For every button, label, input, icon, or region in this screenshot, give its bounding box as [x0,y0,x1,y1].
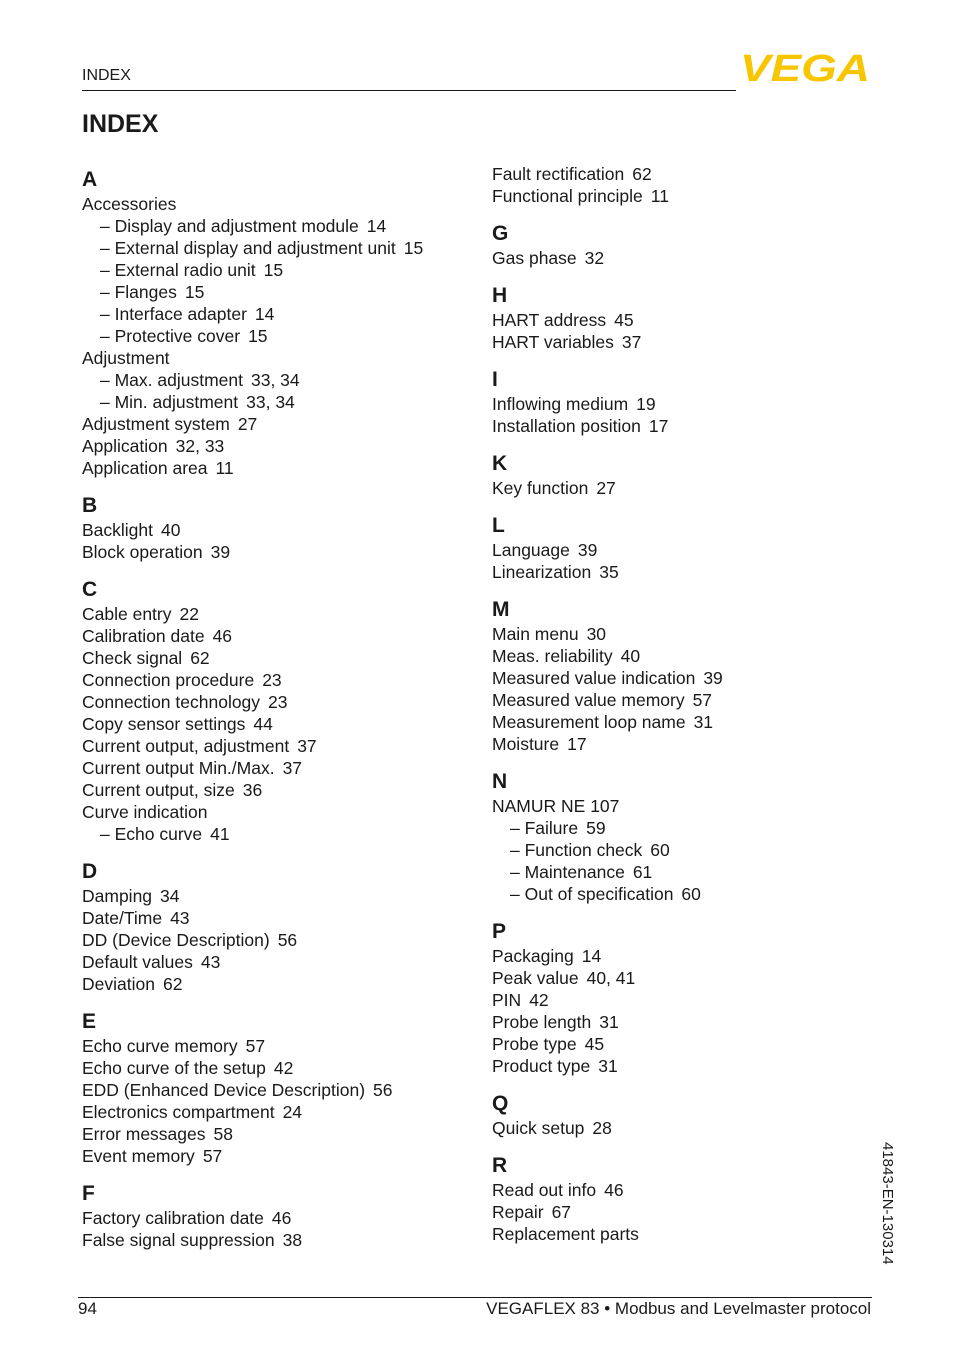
entry-page: 62 [190,648,210,668]
index-entry [82,713,462,735]
entry-label: Factory calibration date [82,1208,264,1228]
section-letter: Q [492,1092,509,1115]
entry-label: Probe length [492,1012,592,1032]
index-entry [82,369,462,391]
entry-page: 57 [692,690,713,710]
entry-page: 39 [577,540,598,560]
index-entry [82,325,462,347]
index-section [492,1153,872,1245]
index-entry [492,861,872,883]
entry-page: 58 [213,1124,233,1144]
section-letter: K [492,452,508,475]
entry-page: 57 [202,1146,223,1166]
entry-label: DD (Device Description) [82,930,270,950]
entry-page: 43 [170,908,190,928]
index-entry [492,1201,872,1223]
entry-label: Date/Time [82,908,163,928]
index-entry [82,259,462,281]
index-entry [492,945,872,967]
entry-page: 34 [160,886,180,906]
entry-page: 14 [581,946,602,966]
entry-label: – Out of specification [510,884,674,904]
entry-label: – External display and adjustment unit [100,238,396,258]
entry-label: – Echo curve [100,824,203,844]
entry-page: 32 [584,248,605,268]
index-entry [82,973,462,995]
index-entry [82,779,462,801]
index-entry [492,839,872,861]
index-entry [82,303,462,325]
entry-page: 33, 34 [250,370,300,390]
entry-page: 23 [262,670,282,690]
entry-label: Functional principle [492,186,643,206]
entry-label: Check signal [82,648,183,668]
entry-page: 56 [373,1080,393,1100]
entry-page: 15 [263,260,284,280]
section-letter: A [82,168,98,191]
index-entry [492,1179,872,1201]
entry-label: Default values [82,952,193,972]
entry-label: – External radio unit [100,260,256,280]
entry-page: 46 [271,1208,292,1228]
entry-label: Meas. reliability [492,646,613,666]
index-entry [492,163,872,185]
entry-page: 30 [586,624,607,644]
entry-page: 46 [212,626,233,646]
vega-logo [740,50,872,84]
entry-page: 39 [210,542,231,562]
index-section [492,163,872,207]
index-entry [82,1145,462,1167]
entry-page: 14 [366,216,387,236]
index-section [82,167,462,479]
section-letter: C [82,578,98,601]
index-entry [82,823,462,845]
entry-label: NAMUR NE 107 [492,796,620,816]
entry-label: False signal suppression [82,1230,275,1250]
entry-page: 62 [632,164,652,184]
index-section [492,513,872,583]
index-entry [82,951,462,973]
index-entry [82,603,462,625]
entry-page: 43 [200,952,221,972]
entry-page: 56 [277,930,298,950]
index-section [82,493,462,563]
entry-page: 61 [632,862,653,882]
entry-page: 17 [567,734,587,754]
section-letter: P [492,920,507,943]
section-letter: B [82,494,98,517]
index-entry [82,1123,462,1145]
entry-label: Quick setup [492,1118,585,1138]
index-entry [82,1079,462,1101]
index-section [492,283,872,353]
index-section [82,859,462,995]
entry-label: – Failure [510,818,579,838]
index-entry [82,541,462,563]
entry-page: 15 [184,282,205,302]
entry-label: Calibration date [82,626,205,646]
index-entry [492,733,872,755]
entry-page: 39 [703,668,723,688]
entry-label: Adjustment system [82,414,230,434]
section-letter: H [492,284,508,307]
vega-logo-text: VEGA [740,50,870,84]
entry-label: Connection procedure [82,670,255,690]
index-entry [82,669,462,691]
entry-label: Inflowing medium [492,394,629,414]
index-section [82,1009,462,1167]
entry-label: Moisture [492,734,560,754]
entry-label: Gas phase [492,248,577,268]
entry-label: Echo curve of the setup [82,1058,266,1078]
running-head: INDEX [82,67,131,84]
index-entry [82,885,462,907]
entry-page: 37 [282,758,303,778]
entry-page: 11 [215,458,234,478]
index-entry [492,309,872,331]
entry-page: 23 [268,692,288,712]
index-entry [492,883,872,905]
index-entry [492,1055,872,1077]
entry-page: 14 [254,304,275,324]
entry-label: Installation position [492,416,641,436]
index-section [82,1181,462,1251]
index-entry [82,691,462,713]
entry-page: 31 [598,1056,618,1076]
index-entry [492,1223,872,1245]
section-letter: D [82,860,98,883]
entry-label: – Flanges [100,282,177,302]
index-entry [82,457,462,479]
index-column-right [492,163,872,1259]
entry-page: 27 [237,414,258,434]
entry-page: 40, 41 [586,968,636,988]
index-section [492,769,872,905]
entry-label: Packaging [492,946,574,966]
entry-page: 19 [636,394,656,414]
entry-label: Application area [82,458,208,478]
entry-label: Connection technology [82,692,261,712]
index-entry [82,281,462,303]
entry-page: 32, 33 [175,436,225,456]
index-section [492,597,872,755]
entry-label: Current output, size [82,780,235,800]
entry-label: Echo curve memory [82,1036,238,1056]
document-code: 41843-EN-130314 [879,1142,896,1265]
index-entry [492,247,872,269]
index-entry [82,1035,462,1057]
index-entry [492,415,872,437]
header-rule [82,90,736,91]
entry-label: PIN [492,990,522,1010]
index-section [492,919,872,1077]
index-entry [492,185,872,207]
index-entry [82,1101,462,1123]
entry-page: 41 [210,824,230,844]
section-letter: G [492,222,509,245]
entry-label: Current output Min./Max. [82,758,275,778]
entry-page: 17 [648,416,669,436]
entry-label: – Protective cover [100,326,241,346]
entry-label: Measurement loop name [492,712,686,732]
entry-page: 42 [529,990,549,1010]
entry-label: Curve indication [82,802,208,822]
entry-page: 44 [253,714,273,734]
section-letter: I [492,368,498,391]
index-entry [492,1033,872,1055]
entry-page: 40 [161,520,181,540]
index-entry [492,817,872,839]
entry-label: Read out info [492,1180,597,1200]
entry-page: 27 [596,478,616,498]
entry-label: Current output, adjustment [82,736,290,756]
entry-label: Cable entry [82,604,172,624]
entry-page: 22 [179,604,199,624]
entry-label: Language [492,540,570,560]
entry-page: 45 [584,1034,605,1054]
entry-label: Copy sensor settings [82,714,246,734]
index-section [492,367,872,437]
index-entry [492,667,872,689]
index-entry [82,193,462,215]
entry-label: Measured value memory [492,690,685,710]
index-entry [492,1011,872,1033]
entry-page: 46 [604,1180,624,1200]
index-entry [492,967,872,989]
index-entry [82,237,462,259]
entry-label: – Max. adjustment [100,370,243,390]
entry-page: 59 [586,818,606,838]
index-entry [492,711,872,733]
entry-label: Block operation [82,542,203,562]
index-entry [82,735,462,757]
index-entry [82,625,462,647]
entry-page: 60 [681,884,701,904]
entry-page: 15 [403,238,424,258]
entry-label: Key function [492,478,589,498]
entry-page: 11 [650,186,669,206]
entry-label: Adjustment [82,348,170,368]
entry-page: 24 [282,1102,303,1122]
index-section [492,1091,872,1139]
entry-label: Peak value [492,968,579,988]
index-entry [82,907,462,929]
entry-page: 67 [551,1202,572,1222]
entry-label: – Min. adjustment [100,392,239,412]
entry-page: 31 [693,712,714,732]
index-entry [82,801,462,823]
entry-page: 28 [592,1118,612,1138]
index-entry [82,215,462,237]
entry-label: Event memory [82,1146,195,1166]
index-entry [82,757,462,779]
index-column-left [82,163,462,1265]
entry-label: Repair [492,1202,544,1222]
index-entry [492,623,872,645]
entry-label: Product type [492,1056,591,1076]
section-letter: M [492,598,510,621]
index-entry [82,1207,462,1229]
entry-page: 15 [248,326,268,346]
entry-page: 62 [162,974,183,994]
entry-label: Main menu [492,624,579,644]
entry-label: EDD (Enhanced Device Description) [82,1080,366,1100]
entry-label: Measured value indication [492,668,696,688]
entry-page: 45 [614,310,634,330]
index-section [492,451,872,499]
index-entry [492,795,872,817]
index-entry [492,689,872,711]
entry-page: 37 [621,332,642,352]
index-entry [82,1057,462,1079]
index-entry [492,477,872,499]
entry-page: 33, 34 [246,392,295,412]
entry-page: 35 [599,562,619,582]
section-letter: E [82,1010,97,1033]
entry-label: Probe type [492,1034,577,1054]
index-entry [492,331,872,353]
entry-label: Fault rectification [492,164,625,184]
index-entry [492,561,872,583]
index-entry [492,989,872,1011]
index-entry [492,645,872,667]
entry-page: 37 [297,736,317,756]
entry-label: Replacement parts [492,1224,639,1244]
footer-rule [78,1297,872,1298]
entry-page: 31 [599,1012,619,1032]
index-entry [82,519,462,541]
index-entry [82,391,462,413]
entry-page: 38 [282,1230,303,1250]
index-entry [82,929,462,951]
entry-label: Error messages [82,1124,206,1144]
entry-label: Electronics compartment [82,1102,275,1122]
entry-page: 36 [242,780,263,800]
entry-label: – Display and adjustment module [100,216,359,236]
entry-label: – Interface adapter [100,304,247,324]
entry-label: Application [82,436,168,456]
entry-label: HART address [492,310,607,330]
entry-label: Accessories [82,194,177,214]
index-entry [82,647,462,669]
footer-title: VEGAFLEX 83 • Modbus and Levelmaster protocol [486,1299,871,1318]
entry-label: Deviation [82,974,155,994]
entry-label: HART variables [492,332,614,352]
entry-page: 60 [650,840,670,860]
index-entry [492,393,872,415]
section-letter: F [82,1182,95,1205]
entry-label: Damping [82,886,153,906]
page-number: 94 [78,1299,97,1318]
section-letter: L [492,514,505,537]
index-entry [82,413,462,435]
entry-label: Backlight [82,520,154,540]
entry-label: Linearization [492,562,592,582]
index-entry [492,539,872,561]
entry-page: 57 [245,1036,266,1056]
section-letter: R [492,1154,508,1177]
entry-page: 42 [273,1058,294,1078]
index-entry [82,1229,462,1251]
section-letter: N [492,770,508,793]
index-entry [82,435,462,457]
entry-label: – Maintenance [510,862,625,882]
entry-label: – Function check [510,840,643,860]
index-entry [82,347,462,369]
index-section [82,577,462,845]
page-title: INDEX [82,110,159,138]
index-entry [492,1117,872,1139]
index-section [492,221,872,269]
entry-page: 40 [620,646,641,666]
